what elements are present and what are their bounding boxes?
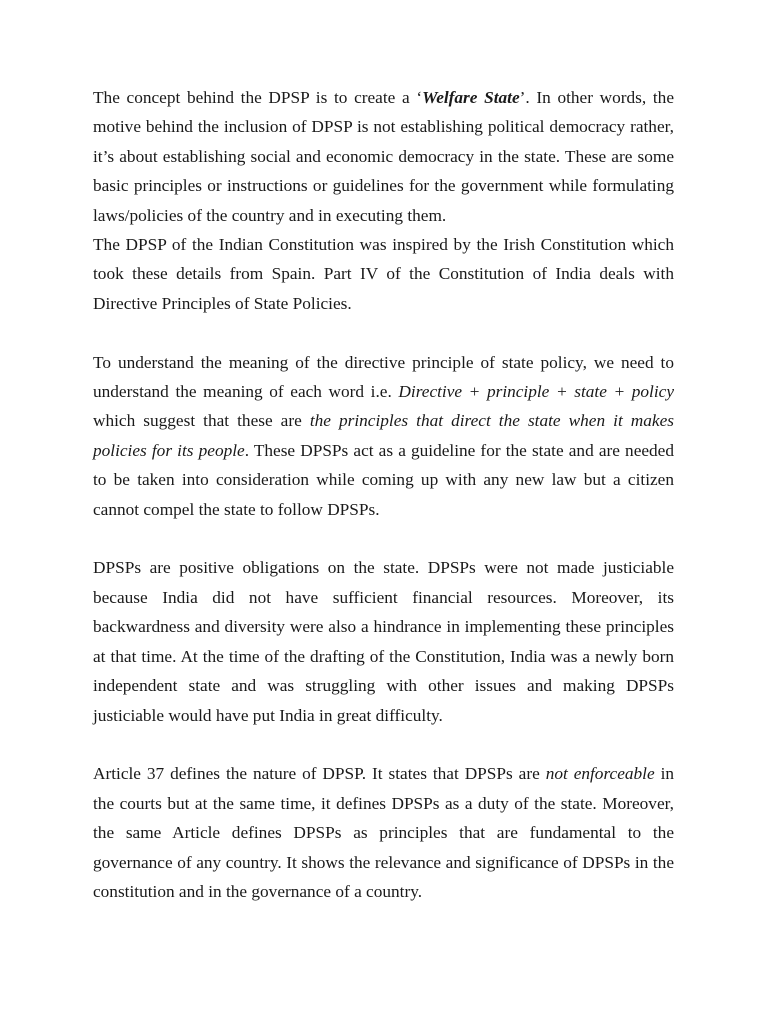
text-segment: in the courts but at the same time, it defines DPSPs as a duty of the state. Moreover, the same Article defines DPSPs as principles that are fundamental to the governance of any country. It shows the relevance and significance of DPSPs in the constitution and in the governance of a country. [93,764,675,901]
paragraph-article-37 [93,759,674,906]
text-segment: Article 37 defines the nature of DPSP. It states that DPSPs are [93,764,546,784]
paragraph-gap [93,524,674,553]
paragraph-meaning [93,348,674,524]
text-segment: The DPSP of the Indian Constitution was inspired by the Irish Constitution which took these details from Spain. Part IV of the Constitution of India deals with Directive Principles of State Policies. [93,235,674,313]
text-segment: ’. In other words, the motive behind the inclusion of DPSP is not establishing political democracy rather, it’s about establishing social and economic democracy in the state. These are some basic principles or instructions or guidelines for the government while formulating laws/policies of the country and in executing them. [93,88,674,225]
emphasis-not-enforceable: not enforceable [545,764,655,784]
text-segment: which suggest that these are [93,411,310,431]
emphasis-directive-principle: Directive + principle + state + policy [398,382,674,402]
text-segment: To understand the meaning of the directive principle of state policy, we need to understand the meaning of each word i.e. [93,352,674,402]
emphasis-welfare-state: Welfare State [422,88,520,107]
paragraph-welfare-state [93,83,674,230]
text-segment: . These DPSPs act as a guideline for the state and are needed to be taken into consideration while coming up with any new law but a citizen cannot compel the state to follow DPSPs. [93,440,674,519]
document-body [93,83,674,906]
paragraph-gap [93,318,674,347]
paragraph-irish-constitution [93,230,674,318]
text-segment: DPSPs are positive obligations on the state. DPSPs were not made justiciable because India did not have sufficient financial resources. Moreover, its backwardness and diversity were also a hindrance in implementing these principles at that time. At the time of the drafting of the Constitution, India was a newly born independent state and was struggling with other issues and making DPSPs justiciable would have put India in great difficulty. [93,558,674,725]
text-segment: The concept behind the DPSP is to create a ‘ [93,88,423,107]
paragraph-positive-obligations [93,553,674,729]
paragraph-gap [93,730,674,759]
emphasis-principles-definition: the principles that direct the state when it makes policies for its people [93,411,674,460]
